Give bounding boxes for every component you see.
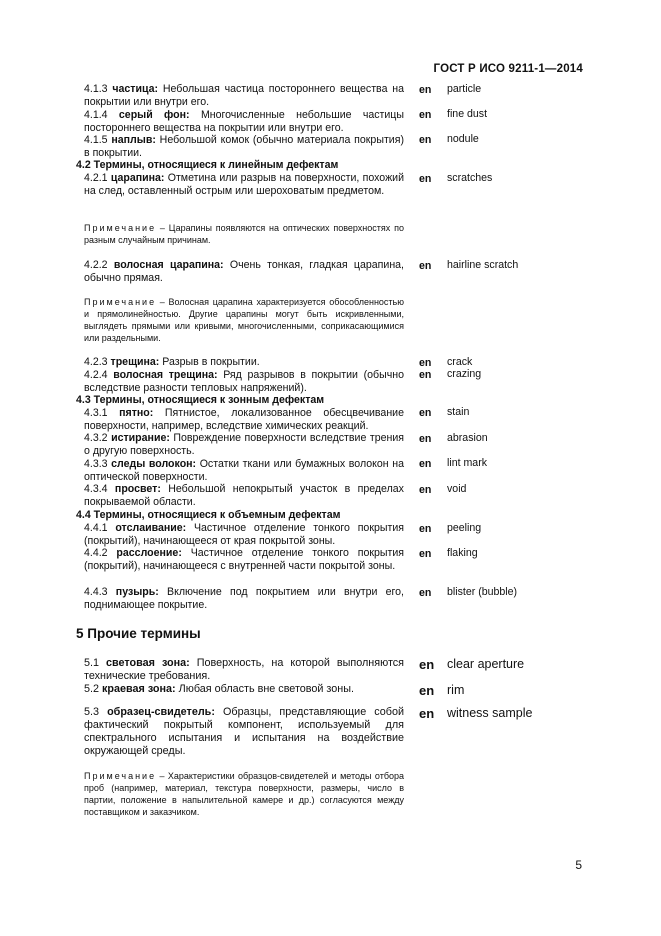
english-term: crazing <box>447 368 482 380</box>
section-heading-linear: 4.2 Термины, относящиеся к линейным дефектам <box>76 159 339 171</box>
term-rim: 5.2 краевая зона: Любая область вне световой зоны. <box>84 683 354 695</box>
note-hairline: Примечание – Волосная царапина характеризуется обособленностью и прямолинейностью. Другие царапины могут быть искривленными, выглядеть прямыми или кривыми, многочисленными, соприкасающимися или раздельными. <box>84 297 404 343</box>
english-term: crack <box>447 356 473 368</box>
english-term: lint mark <box>447 457 488 469</box>
english-term: scratches <box>447 172 493 184</box>
english-term: clear aperture <box>447 657 525 671</box>
term-clear-aperture: 5.1 световая зона: Поверхность, на которой выполняются технические требования. <box>84 657 405 682</box>
term-scratches: 4.2.1 царапина: Отметина или разрыв на поверхности, похожий на след, оставленный острым или шероховатым предметом. <box>84 172 404 197</box>
term-hairline-scratch: 4.2.2 волосная царапина: Очень тонкая, гладкая царапина, обычно прямая. <box>84 259 405 284</box>
lang-label: en <box>419 523 432 535</box>
term-void: 4.3.4 просвет: Небольшой непокрытый участок в пределах покрываемой области. <box>84 483 404 508</box>
english-term: stain <box>447 406 470 418</box>
lang-label: en <box>419 484 432 496</box>
term-abrasion: 4.3.2 истирание: Повреждение поверхности вследствие трения о другую поверхность. <box>84 432 404 457</box>
english-term: void <box>447 483 467 495</box>
english-term: abrasion <box>447 432 488 444</box>
english-term: witness sample <box>447 706 533 720</box>
term-fine-dust: 4.1.4 серый фон: Многочисленные небольшие частицы постороннего вещества на покрытии или внутри его. <box>84 109 404 134</box>
term-peeling: 4.4.1 отслаивание: Частичное отделение тонкого покрытия (покрытий), начинающееся от края покрытой зоны. <box>84 522 404 547</box>
standard-header: ГОСТ Р ИСО 9211-1—2014 <box>433 63 583 75</box>
lang-label: en <box>419 173 432 185</box>
section-heading-volume: 4.4 Термины, относящиеся к объемным дефектам <box>76 509 341 521</box>
note-scratches: Примечание – Царапины появляются на оптических поверхностях по разным случайным причинам. <box>84 223 404 245</box>
english-term: blister (bubble) <box>447 586 518 598</box>
lang-label: en <box>419 134 432 146</box>
lang-label: en <box>419 433 432 445</box>
english-term: peeling <box>447 522 482 534</box>
lang-label: en <box>419 357 432 369</box>
term-crack: 4.2.3 трещина: Разрыв в покрытии. <box>84 356 260 368</box>
term-flaking: 4.4.2 расслоение: Частичное отделение тонкого покрытия (покрытий), начинающееся с внутренней части покрытой зоны. <box>84 547 404 572</box>
english-term: particle <box>447 83 482 95</box>
lang-label: en <box>419 84 432 96</box>
term-stain: 4.3.1 пятно: Пятнистое, локализованное обесцвечивание поверхности, например, вследствие химических реакций. <box>84 407 404 432</box>
term-nodule: 4.1.5 наплыв: Небольшой комок (обычно материала покрытия) в покрытии. <box>84 134 404 159</box>
english-term: flaking <box>447 547 478 559</box>
term-crazing: 4.2.4 волосная трещина: Ряд разрывов в покрытии (обычно вследствие разности тепловых напряжений). <box>84 369 404 394</box>
lang-label: en <box>419 260 432 272</box>
lang-label: en <box>419 407 432 419</box>
note-witness: Примечание – Характеристики образцов-свидетелей и методы отбора проб (например, материал, текстура поверхности, размеры, число в партии, положение в напылительной камере и др.) согласуются между поставщиком и заказчиком. <box>84 771 404 817</box>
lang-label: en <box>419 587 432 599</box>
lang-label: en <box>419 109 432 121</box>
lang-label: en <box>419 458 432 470</box>
term-particle: 4.1.3 частица: Небольшая частица постороннего вещества на покрытии или внутри его. <box>84 83 404 108</box>
term-lint-mark: 4.3.3 следы волокон: Остатки ткани или бумажных волокон на оптической поверхности. <box>84 458 404 483</box>
lang-label: en <box>419 657 435 672</box>
lang-label: en <box>419 706 435 721</box>
english-term: fine dust <box>447 108 488 120</box>
english-term: nodule <box>447 133 479 145</box>
english-term: rim <box>447 683 465 697</box>
term-blister: 4.4.3 пузырь: Включение под покрытием или внутри его, поднимающее покрытие. <box>84 586 405 611</box>
lang-label: en <box>419 548 432 560</box>
section-heading-zonal: 4.3 Термины, относящиеся к зонным дефектам <box>76 394 325 406</box>
english-term: hairline scratch <box>447 259 519 271</box>
page-number: 5 <box>575 858 582 872</box>
lang-label: en <box>419 369 432 381</box>
section-5-title: 5 Прочие термины <box>76 626 201 641</box>
lang-label: en <box>419 683 435 698</box>
term-witness-sample: 5.3 образец-свидетель: Образцы, представляющие собой фактический покрытый компонент, используемый для спектрального испытания и испытания на воздействие окружающей среды. <box>84 706 405 757</box>
